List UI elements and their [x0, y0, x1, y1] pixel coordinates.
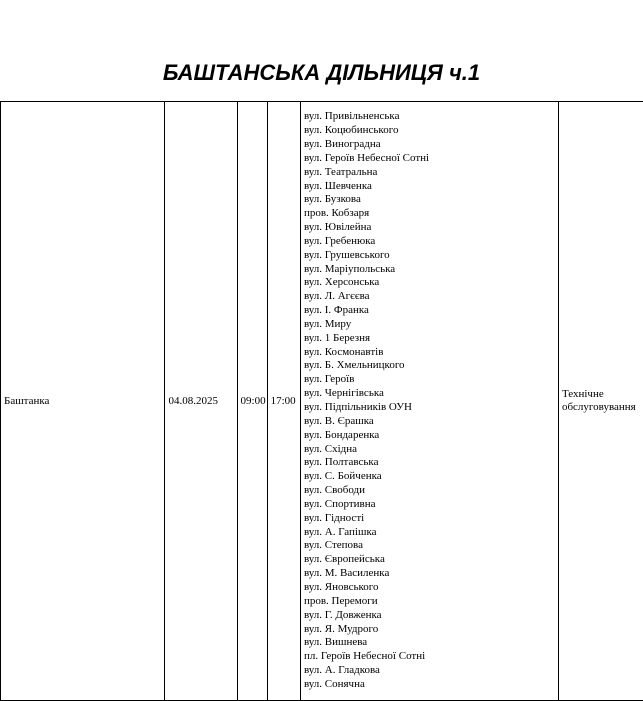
street-item: вул. Ювілейна [304, 221, 555, 235]
locality-cell: Баштанка [1, 102, 165, 701]
street-item: вул. Херсонська [304, 276, 555, 290]
street-item: вул. Грушевського [304, 249, 555, 263]
page-title: БАШТАНСЬКА ДІЛЬНИЦЯ ч.1 [0, 56, 643, 90]
street-item: вул. А. Гапішка [304, 526, 555, 540]
street-item: вул. С. Бойченка [304, 470, 555, 484]
street-item: вул. М. Василенка [304, 567, 555, 581]
street-item: вул. А. Гладкова [304, 664, 555, 678]
outage-schedule-table [0, 101, 643, 701]
street-list [304, 110, 555, 691]
street-item: вул. Героїв [304, 373, 555, 387]
street-item: вул. Шевченка [304, 180, 555, 194]
street-item: пров. Перемоги [304, 595, 555, 609]
street-item: вул. Космонавтів [304, 346, 555, 360]
street-item: вул. Полтавська [304, 456, 555, 470]
start-time-cell: 09:00 [237, 102, 267, 701]
street-item: вул. Європейська [304, 553, 555, 567]
street-item: пров. Кобзаря [304, 207, 555, 221]
street-item: вул. Бондаренка [304, 429, 555, 443]
street-item: вул. Сонячна [304, 678, 555, 692]
street-item: вул. Східна [304, 443, 555, 457]
street-item: вул. Гідності [304, 512, 555, 526]
street-item: вул. Б. Хмельницкого [304, 359, 555, 373]
date-cell: 04.08.2025 [165, 102, 237, 701]
reason-cell: Технічне обслуговування [558, 102, 643, 701]
end-time-cell: 17:00 [267, 102, 300, 701]
street-item: вул. Яновського [304, 581, 555, 595]
street-item: вул. Підпільників ОУН [304, 401, 555, 415]
streets-cell [300, 102, 558, 701]
street-item: вул. Театральна [304, 166, 555, 180]
street-item: вул. Миру [304, 318, 555, 332]
street-item: вул. Маріупольська [304, 263, 555, 277]
street-item: вул. Чернігівська [304, 387, 555, 401]
table-row [1, 102, 643, 701]
street-item: вул. Коцюбинського [304, 124, 555, 138]
street-item: вул. Героїв Небесної Сотні [304, 152, 555, 166]
street-item: вул. 1 Березня [304, 332, 555, 346]
street-item: вул. Спортивна [304, 498, 555, 512]
street-item: вул. В. Єрашка [304, 415, 555, 429]
street-item: пл. Героїв Небесної Сотні [304, 650, 555, 664]
street-item: вул. Гребенюка [304, 235, 555, 249]
street-item: вул. Бузкова [304, 193, 555, 207]
street-item: вул. Виноградна [304, 138, 555, 152]
street-item: вул. Л. Агєєва [304, 290, 555, 304]
street-item: вул. Свободи [304, 484, 555, 498]
street-item: вул. Вишнева [304, 636, 555, 650]
street-item: вул. Г. Довженка [304, 609, 555, 623]
street-item: вул. Я. Мудрого [304, 623, 555, 637]
street-item: вул. І. Франка [304, 304, 555, 318]
street-item: вул. Привільненська [304, 110, 555, 124]
street-item: вул. Степова [304, 539, 555, 553]
